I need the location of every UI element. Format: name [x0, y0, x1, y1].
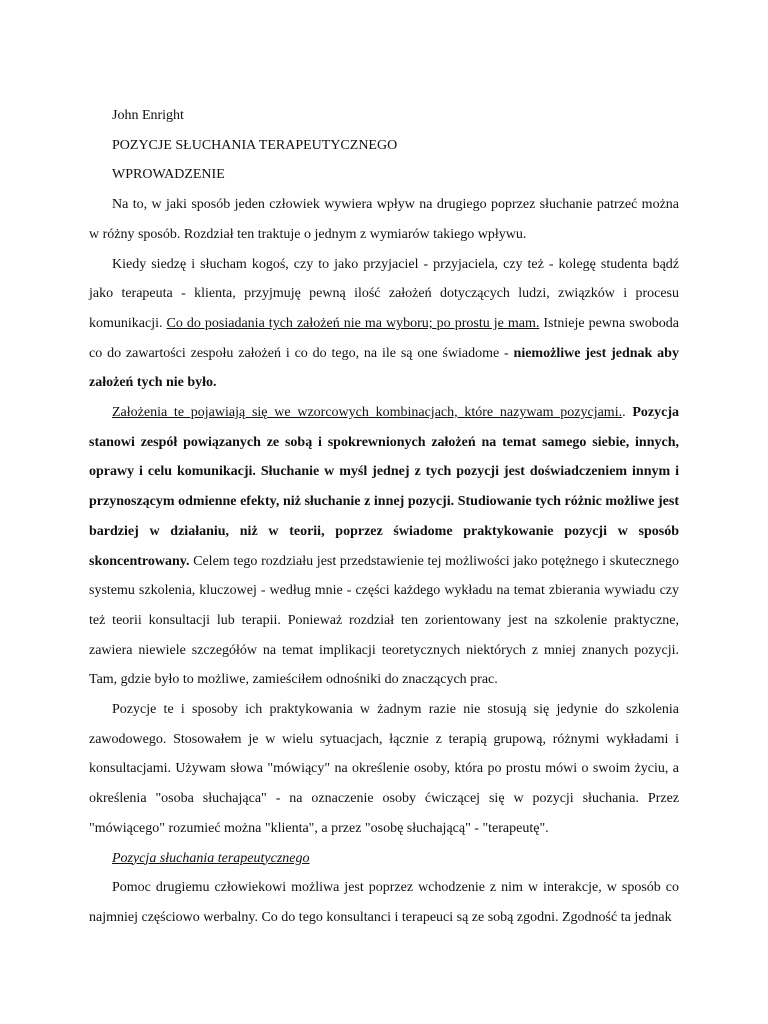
paragraph-3-bold: Pozycja stanowi zespół powiązanych ze sobą i spokrewnionych założeń na temat samego siebie, innych, oprawy i celu komunikacji. Słuchanie w myśl jednej z tych pozycji jest doświadczeniem innym i przynoszącym odmienne efekty, niż słuchanie z innej pozycji. Studiowanie tych różnic możliwe jest bardziej w działaniu, niż w teorii, poprzez świadome praktykowanie pozycji w sposób skoncentrowany. — [89, 405, 679, 569]
subheading-text: Pozycja słuchania terapeutycznego — [112, 850, 310, 866]
paragraph-5: Pomoc drugiemu człowiekowi możliwa jest poprzez wchodzenie z nim w interakcje, w sposób co najmniej częściowo werbalny. Co do tego konsultanci i terapeuci są ze sobą zgodni. Zgodność ta jednak — [89, 880, 679, 925]
paragraph-2-underlined: Co do posiadania tych założeń nie ma wyboru; po prostu je mam. — [166, 315, 540, 331]
subheading — [89, 844, 679, 874]
paragraph-3-underlined: Założenia te pojawiają się we wzorcowych kombinacjach, które nazywam pozycjami. — [112, 405, 623, 421]
section-heading: WPROWADZENIE — [112, 167, 225, 183]
paragraph-2-bold: niemożliwe jest jednak aby założeń tych nie było. — [89, 345, 679, 391]
paragraph-4: Pozycje te i sposoby ich praktykowania w żadnym razie nie stosują się jedynie do szkolenia zawodowego. Stosowałem je w wielu sytuacjach, łącznie z terapią grupową, różnymi wykładami i konsultacjami. Używam słowa "mówiący" na określenie osoby, która po prostu mówi o swoim życiu, a określenia "osoba słuchająca" - na oznaczenie osoby ćwiczącej się w pozycji słuchania. Przez "mówiącego" rozumieć można "klienta", a przez "osobę słuchającą" - "terapeutę". — [89, 702, 679, 836]
author-line: John Enright — [112, 108, 184, 123]
paragraph-3 — [89, 398, 679, 695]
paragraph-3-punct: . — [622, 405, 633, 421]
paragraph-2-text-mid: Istnieje pewna swoboda co do zawartości zespołu założeń i co do tego, na ile są one świadome - — [89, 315, 679, 361]
paragraph-2 — [89, 250, 679, 399]
paragraph-3-text: Celem tego rozdziału jest przedstawienie tej możliwości jako potężnego i skutecznego systemu szkolenia, kluczowej - według mnie - części każdego wykładu na temat zbierania wywiadu czy też teorii konsultacji lub terapii. Ponieważ rozdział ten zorientowany jest na szkolenie praktyczne, zawiera niewiele szczegółów na temat implikacji teoretycznych niektórych z mniej znanych pozycji. Tam, gdzie było to możliwe, zamieściłem odnośniki do znaczących prac. — [89, 553, 679, 688]
document-title: POZYCJE SŁUCHANIA TERAPEUTYCZNEGO — [112, 137, 398, 153]
document-body — [89, 101, 679, 933]
paragraph-2-text: Kiedy siedzę i słucham kogoś, czy to jako przyjaciel - przyjaciela, czy też - kolegę studenta bądź jako terapeuta - klienta, przyjmuję pewną ilość założeń dotyczących ludzi, związków i procesu komunikacji. — [89, 256, 679, 331]
paragraph-1: Na to, w jaki sposób jeden człowiek wywiera wpływ na drugiego poprzez słuchanie patrzeć można w różny sposób. Rozdział ten traktuje o jednym z wymiarów takiego wpływu. — [89, 197, 679, 242]
